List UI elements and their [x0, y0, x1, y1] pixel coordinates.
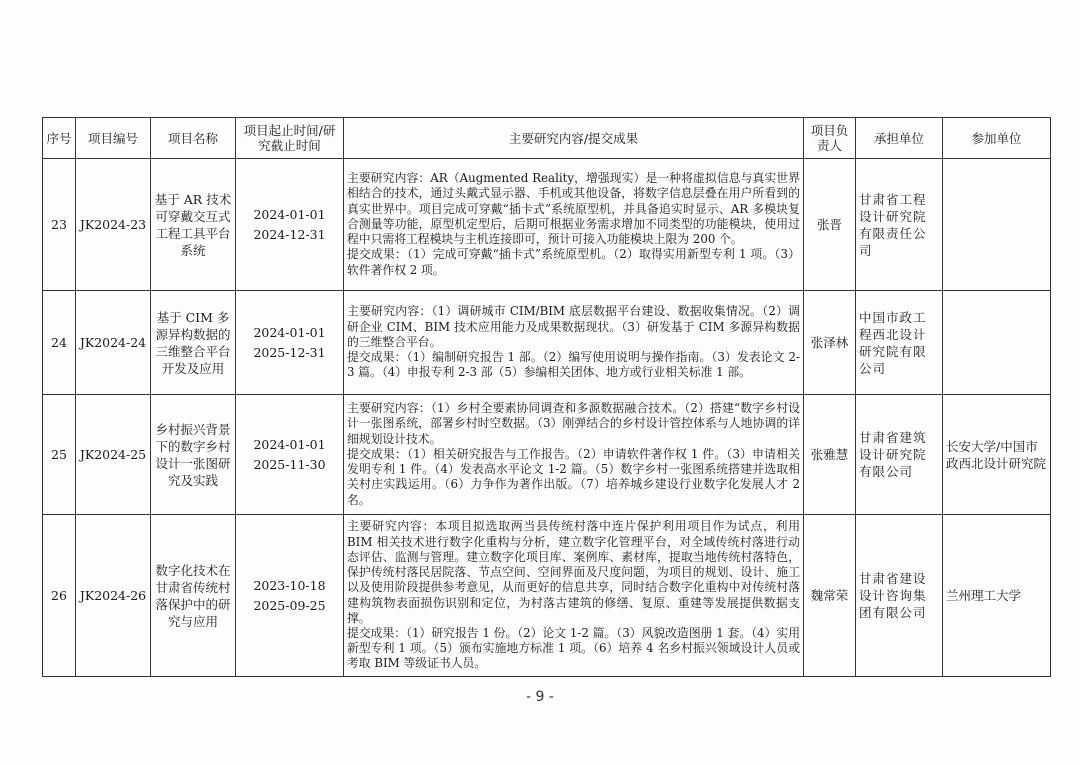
row-period: [236, 159, 344, 291]
header-period: 项目起止时间/研究截止时间: [236, 118, 344, 159]
row-period: [236, 291, 344, 395]
table-row: [43, 395, 1051, 515]
row-code: JK2024-25: [76, 395, 151, 515]
row-index: 24: [43, 291, 76, 395]
header-leader: 项目负责人: [804, 118, 856, 159]
row-period: [236, 395, 344, 515]
header-code: 项目编号: [76, 118, 151, 159]
row-start-date: 2024-01-01: [253, 436, 326, 452]
row-research: 主要研究内容：本项目拟选取两当县传统村落中连片保护利用项目作为试点，利用 BIM 相关技术进行数字化重构与分析，建立数字化管理平台，对全域传统村落进行动态评估、监测与管理。建立数字化项目库、案例库、素材库，提取当地传统村落特色，保护传统村落民居院落、节点空间、空间界面及尺度问题，为项目的规划、设计、施工以及使用阶段提供参考意见，从而更好的信息共享，同时结合数字化重构中对传统村落建构筑物表面损伤识别和定位，为村落古建筑的修缮、复原、重建等发展提供数据支撑。: [347, 519, 800, 625]
table-header: [43, 118, 1051, 159]
row-name: 基于 AR 技术可穿戴交互式工程工具平台系统: [151, 159, 236, 291]
row-partner: 长安大学/中国市政西北设计研究院: [943, 395, 1051, 515]
header-unit: 承担单位: [856, 118, 943, 159]
row-leader: 张泽林: [804, 291, 856, 395]
row-partner: [943, 291, 1051, 395]
row-unit: 甘肃省建设设计咨询集团有限公司: [856, 515, 943, 677]
row-unit: 甘肃省工程设计研究院有限责任公司: [856, 159, 943, 291]
table-row: [43, 515, 1051, 677]
project-table: [42, 117, 1051, 677]
row-index: 26: [43, 515, 76, 677]
row-research: 主要研究内容：（1）调研城市 CIM/BIM 底层数据平台建设、数据收集情况。（2）调研企业 CIM、BIM 技术应用能力及成果数据现状。（3）研发基于 CIM 多源异构数据的三维整合平台。: [347, 304, 800, 349]
table-row: [43, 291, 1051, 395]
row-end-date: 2025-12-31: [253, 344, 326, 360]
row-content: [344, 515, 804, 677]
row-start-date: 2023-10-18: [253, 577, 326, 593]
row-end-date: 2025-11-30: [253, 456, 326, 472]
row-unit: 甘肃省建筑设计研究院有限公司: [856, 395, 943, 515]
row-name: 乡村振兴背景下的数字乡村设计一张图研究及实践: [151, 395, 236, 515]
row-research: 主要研究内容：（1）乡村全要素协同调查和多源数据融合技术。（2）搭建“数字乡村设计一张图系统，部署乡村时空数据。（3）刚弹结合的乡村设计管控体系与人地协调的详细规划设计技术。: [347, 401, 800, 446]
row-partner: [943, 159, 1051, 291]
row-name: 数字化技术在甘肃省传统村落保护中的研究与应用: [151, 515, 236, 677]
row-unit: 中国市政工程西北设计研究院有限公司: [856, 291, 943, 395]
row-code: JK2024-24: [76, 291, 151, 395]
row-content: [344, 291, 804, 395]
row-code: JK2024-26: [76, 515, 151, 677]
page-number: - 9 -: [526, 689, 554, 705]
table-row: [43, 159, 1051, 291]
row-partner: 兰州理工大学: [943, 515, 1051, 677]
row-leader: 张雅慧: [804, 395, 856, 515]
row-results: 提交成果：（1）编制研究报告 1 部。（2）编写使用说明与操作指南。（3）发表论文 2-3 篇。（4）申报专利 2-3 部（5）参编相关团体、地方或行业相关标准 1 部。: [347, 350, 800, 380]
row-results: 提交成果：（1）研究报告 1 份。（2）论文 1-2 篇。（3）风貌改造图册 1 套。（4）实用新型专利 1 项。（5）颁布实施地方标准 1 项。（6）培养 4 名乡村振兴领域设计人员或考取 BIM 等级证书人员。: [347, 625, 800, 671]
row-content: [344, 159, 804, 291]
row-start-date: 2024-01-01: [253, 324, 326, 340]
row-period: [236, 515, 344, 677]
header-index: 序号: [43, 118, 76, 159]
row-results: 提交成果：（1）相关研究报告与工作报告。（2）申请软件著作权 1 件。（3）申请相关发明专利 1 件。（4）发表高水平论文 1-2 篇。（5）数字乡村一张图系统搭建并选取相关村庄实践运用。（6）力争作为著作出版。（7）培养城乡建设行业数字化发展人才 2 名。: [347, 446, 800, 507]
header-content: 主要研究内容/提交成果: [344, 118, 804, 159]
row-results: 提交成果：（1）完成可穿戴“插卡式”系统原型机。（2）取得实用新型专利 1 项。（3）软件著作权 2 项。: [347, 247, 800, 277]
row-research: 主要研究内容：AR（Augmented Reality，增强现实）是一种将虚拟信息与真实世界相结合的技术，通过头戴式显示器、手机或其他设备，将数字信息层叠在用户所看到的真实世界中。项目完成可穿戴“插卡式”系统原型机，并具备追实时显示、AR 多模块复合测量等功能，原型机定型后，后期可根据业务需求增加不同类型的功能模块，使用过程中只需将工程模块与主机连接即可，预计可接入功能模块上限为 200 个。: [347, 171, 800, 247]
row-name: 基于 CIM 多源异构数据的三维整合平台开发及应用: [151, 291, 236, 395]
row-end-date: 2025-09-25: [253, 597, 326, 613]
row-index: 23: [43, 159, 76, 291]
row-leader: 魏常荣: [804, 515, 856, 677]
row-leader: 张晋: [804, 159, 856, 291]
header-name: 项目名称: [151, 118, 236, 159]
header-partner: 参加单位: [943, 118, 1051, 159]
row-code: JK2024-23: [76, 159, 151, 291]
row-start-date: 2024-01-01: [253, 206, 326, 222]
row-end-date: 2024-12-31: [253, 226, 326, 242]
row-index: 25: [43, 395, 76, 515]
row-content: [344, 395, 804, 515]
